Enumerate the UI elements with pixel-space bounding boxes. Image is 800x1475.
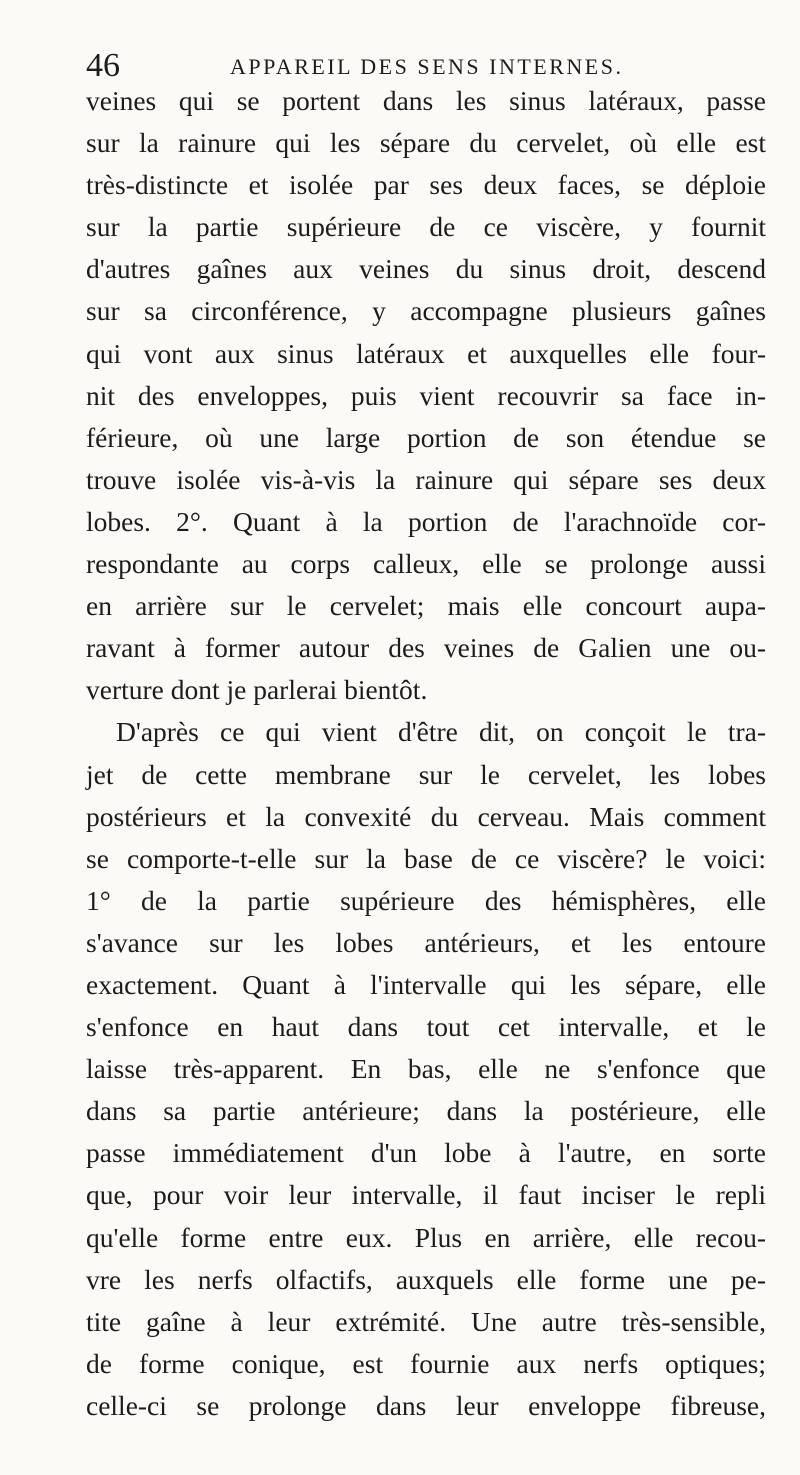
text-line: jet de cette membrane sur le cervelet, les lobes [86, 758, 766, 790]
text-line: qui vont aux sinus latéraux et auxquelles elle four- [86, 337, 766, 369]
text-line: s'avance sur les lobes antérieurs, et les entoure [86, 926, 766, 958]
text-line: exactement. Quant à l'intervalle qui les sépare, elle [86, 968, 766, 1000]
text-line: veines qui se portent dans les sinus latéraux, passe [86, 85, 766, 116]
paragraph-start-line: D'après ce qui vient d'être dit, on conçoit le tra- [116, 716, 766, 748]
text-line: lobes. 2°. Quant à la portion de l'arachnoïde cor- [86, 505, 766, 537]
text-line: sur la rainure qui les sépare du cervelet, où elle est [86, 127, 766, 159]
text-line: trouve isolée vis-à-vis la rainure qui sépare ses deux [86, 463, 766, 495]
text-line: vre les nerfs olfactifs, auxquels elle forme une pe- [86, 1263, 766, 1295]
text-line: 1° de la partie supérieure des hémisphères, elle [86, 884, 766, 916]
text-line: ravant à former autour des veines de Galien une ou- [86, 632, 766, 664]
text-line: se comporte-t-elle sur la base de ce viscère? le voici: [86, 842, 766, 874]
body-text [86, 80, 766, 1427]
text-line: férieure, où une large portion de son étendue se [86, 421, 766, 453]
text-line: postérieurs et la convexité du cerveau. Mais comment [86, 800, 766, 832]
text-line: tite gaîne à leur extrémité. Une autre très-sensible, [86, 1305, 766, 1337]
text-line: d'autres gaînes aux veines du sinus droit, descend [86, 253, 766, 285]
text-line: de forme conique, est fournie aux nerfs optiques; [86, 1347, 766, 1379]
text-line: nit des enveloppes, puis vient recouvrir sa face in- [86, 379, 766, 411]
text-line: dans sa partie antérieure; dans la postérieure, elle [86, 1095, 766, 1127]
text-line: celle-ci se prolonge dans leur enveloppe fibreuse, [86, 1389, 766, 1421]
text-line: laisse très-apparent. En bas, elle ne s'enfonce que [86, 1053, 766, 1085]
page-number: 46 [86, 47, 120, 84]
text-line: passe immédiatement d'un lobe à l'autre, en sorte [86, 1137, 766, 1169]
text-line: s'enfonce en haut dans tout cet intervalle, et le [86, 1011, 766, 1043]
text-line: sur sa circonférence, y accompagne plusieurs gaînes [86, 295, 766, 327]
text-line: très-distincte et isolée par ses deux faces, se déploie [86, 169, 766, 201]
text-line: verture dont je parlerai bientôt. [86, 674, 428, 706]
text-line: en arrière sur le cervelet; mais elle concourt aupa- [86, 590, 766, 622]
text-line: que, pour voir leur intervalle, il faut inciser le repli [86, 1179, 766, 1211]
text-line: qu'elle forme entre eux. Plus en arrière, elle recou- [86, 1221, 766, 1253]
text-line: respondante au corps calleux, elle se prolonge aussi [86, 548, 766, 580]
running-head: APPAREIL DES SENS INTERNES. [230, 54, 624, 79]
text-line: sur la partie supérieure de ce viscère, y fournit [86, 211, 766, 243]
